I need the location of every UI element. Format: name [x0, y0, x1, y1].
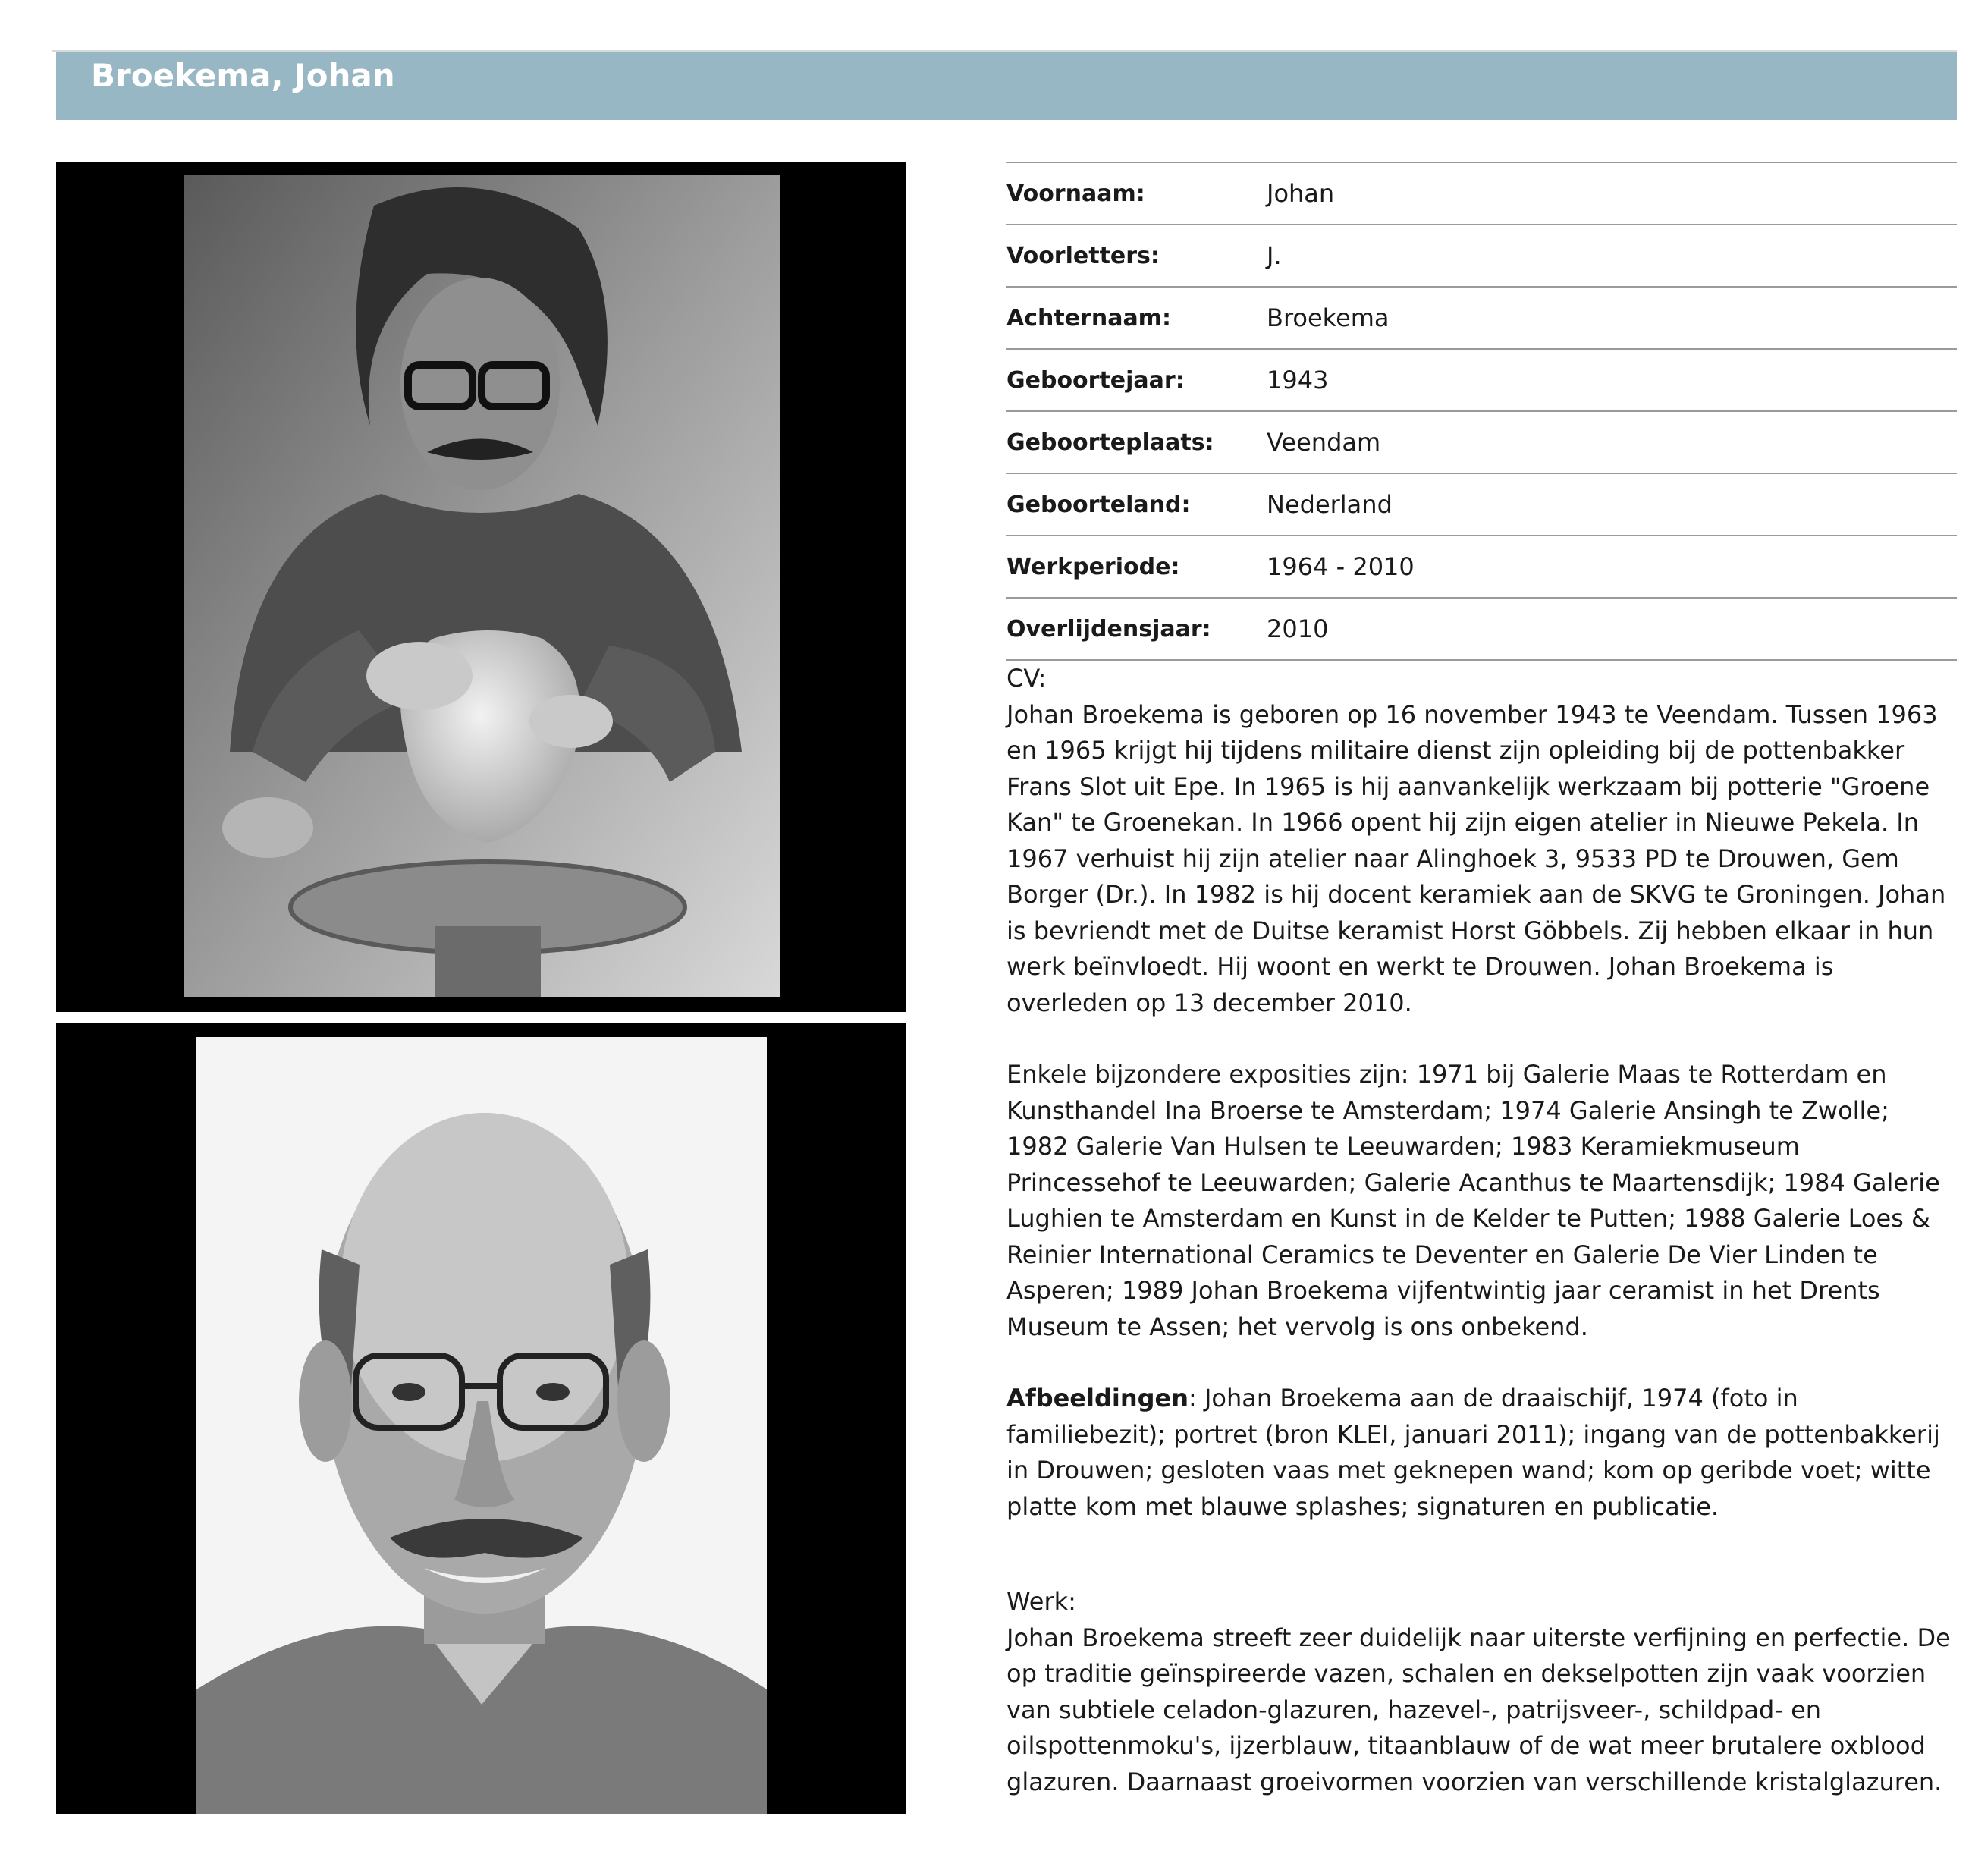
artist-info	[1006, 162, 1957, 1800]
detail-label: Voorletters:	[1006, 242, 1160, 269]
werk-paragraph: Johan Broekema streeft zeer duidelijk naar uiterste verfijning en perfectie. De op traditie geïnspireerde vazen, schalen en dekselpotten zijn vaak voorzien van subtiele celadon-glazuren, hazevel-, patrijsveer-, schildpad- en oilspottenmoku's, ijzerblauw, titaanblauw of de wat meer brutalere oxblood glazuren. Daarnaast groeivormen voorzien van verschillende kristalglazuren.	[1006, 1623, 1951, 1796]
detail-label: Voornaam:	[1006, 180, 1145, 207]
cv-paragraph-exhibitions: Enkele bijzondere exposities zijn: 1971 bij Galerie Maas te Rotterdam en Kunsthandel Ina Broerse te Amsterdam; 1974 Galerie Ansingh te Zwolle; 1982 Galerie Van Hulsen te Leeuwarden; 1983 Keramiekmuseum Princessehof te Leeuwarden; Galerie Acanthus te Maartensdijk; 1984 Galerie Lughien te Amsterdam en Kunst in de Kelder te Putten; 1988 Galerie Loes & Reinier International Ceramics te Deventer en Galerie De Vier Linden te Asperen; 1989 Johan Broekema vijfentwintig jaar ceramist in het Drents Museum te Assen; het vervolg is ons onbekend.	[1006, 1060, 1940, 1341]
detail-row-voornaam	[1006, 163, 1957, 225]
detail-label: Achternaam:	[1006, 304, 1171, 332]
detail-value: Broekema	[1267, 303, 1390, 332]
detail-row-overlijdensjaar	[1006, 599, 1957, 661]
page-title: Broekema, Johan	[91, 57, 395, 94]
afbeeldingen-label: Afbeeldingen	[1006, 1384, 1189, 1412]
detail-value: Veendam	[1267, 428, 1381, 457]
detail-label: Overlijdensjaar:	[1006, 615, 1211, 643]
details-table	[1006, 162, 1957, 661]
cv-paragraph-biography: Johan Broekema is geboren op 16 november 1943 te Veendam. Tussen 1963 en 1965 krijgt hij tijdens militaire dienst zijn opleiding bij de pottenbakker Frans Slot uit Epe. In 1965 is hij aanvankelijk werkzaam bij potterie "Groene Kan" te Groenekan. In 1966 opent hij zijn eigen atelier in Nieuwe Pekela. In 1967 verhuist hij zijn atelier naar Alinghoek 3, 9533 PD te Drouwen, Gem Borger (Dr.). In 1982 is hij docent keramiek aan de SKVG te Groningen. Johan is bevriendt met de Duitse keramist Horst Göbbels. Zij hebben elkaar in hun werk beïnvloedt. Hij woont en werkt te Drouwen. Johan Broekema is overleden op 13 december 2010.	[1006, 699, 1946, 1017]
detail-label: Geboorteplaats:	[1006, 429, 1214, 456]
detail-value: 2010	[1267, 614, 1329, 643]
detail-row-geboorteland	[1006, 474, 1957, 536]
afbeeldingen-paragraph	[1006, 1381, 1957, 1525]
photo-potter-at-wheel	[56, 162, 906, 1012]
photo-portrait-image	[196, 1037, 767, 1814]
detail-label: Geboortejaar:	[1006, 366, 1185, 394]
detail-value: 1943	[1267, 366, 1329, 394]
cv-heading: CV:	[1006, 664, 1047, 693]
detail-label: Werkperiode:	[1006, 553, 1180, 580]
detail-row-voorletters	[1006, 225, 1957, 288]
detail-row-geboortejaar	[1006, 350, 1957, 412]
title-bar	[56, 52, 1957, 120]
cv-section	[1006, 661, 1957, 1800]
detail-value: 1964 - 2010	[1267, 552, 1415, 581]
afbeeldingen-text: : Johan Broekema aan de draaischijf, 1974 (foto in familiebezit); portret (bron KLEI, januari 2011); ingang van de pottenbakkerij in Drouwen; gesloten vaas met geknepen wand; kom op geribde voet; witte platte kom met blauwe splashes; signaturen en publicatie.	[1006, 1384, 1940, 1521]
werk-heading: Werk:	[1006, 1587, 1076, 1616]
photo-portrait	[56, 1023, 906, 1814]
detail-row-geboorteplaats	[1006, 412, 1957, 474]
detail-value: J.	[1267, 241, 1282, 270]
detail-label: Geboorteland:	[1006, 491, 1191, 518]
detail-row-werkperiode	[1006, 536, 1957, 599]
detail-value: Johan	[1267, 179, 1335, 208]
photo-potter-at-wheel-image	[184, 175, 780, 997]
detail-value: Nederland	[1267, 490, 1393, 519]
detail-row-achternaam	[1006, 288, 1957, 350]
